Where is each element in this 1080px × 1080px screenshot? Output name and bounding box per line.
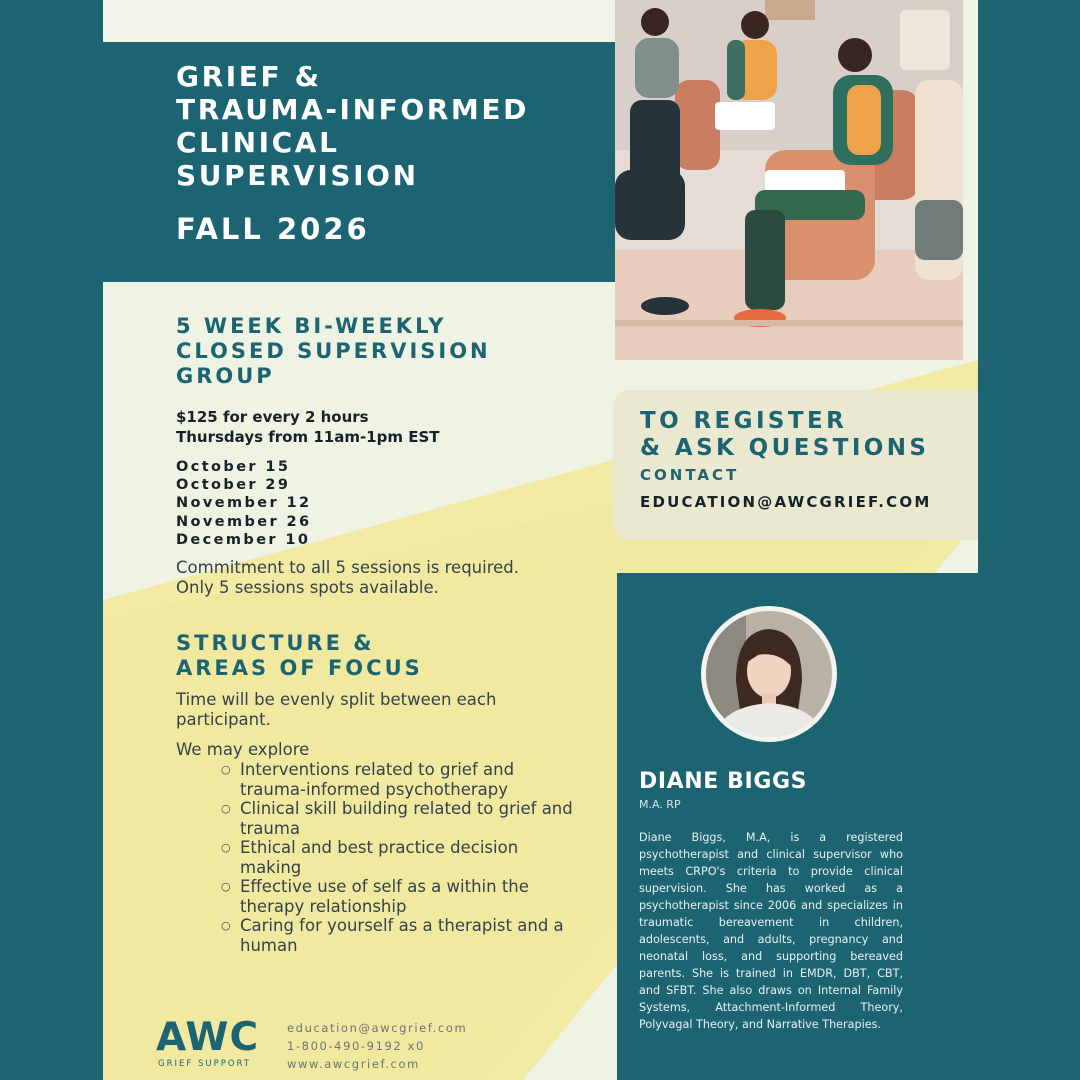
session-date: November 12: [176, 495, 312, 512]
structure-intro: Time will be evenly split between each participant.: [176, 690, 497, 729]
price-text: $125 for every 2 hours: [176, 408, 369, 426]
page-title: GRIEF & TRAUMA-INFORMED CLINICAL SUPERVISION: [176, 60, 529, 192]
register-heading: TO REGISTER & ASK QUESTIONS: [640, 408, 930, 461]
footer-website-link[interactable]: www.awcgrief.com: [287, 1057, 420, 1071]
poster: [103, 0, 978, 1080]
list-item: ○ Interventions related to grief and trauma-informed psychotherapy: [221, 760, 581, 799]
footer-email-link[interactable]: education@awcgrief.com: [287, 1021, 468, 1035]
session-date: December 10: [176, 531, 311, 548]
list-item: ○ Ethical and best practice decision making: [221, 838, 581, 877]
session-date: October 15: [176, 459, 291, 475]
schedule-text: Thursdays from 11am-1pm EST: [176, 428, 440, 446]
structure-heading: STRUCTURE & AREAS OF FOCUS: [176, 631, 423, 680]
pricing-info: [176, 407, 439, 447]
focus-areas-list: [221, 760, 581, 955]
list-item: ○ Effective use of self as a within the therapy relationship: [221, 877, 581, 916]
commitment-note: Commitment to all 5 sessions is required. Only 5 sessions spots available.: [176, 558, 520, 597]
bio-panel: [617, 573, 978, 1080]
session-dates: [176, 458, 311, 549]
register-box: [613, 390, 978, 540]
group-therapy-illustration: [615, 0, 963, 360]
list-item: ○ Caring for yourself as a therapist and a human: [221, 916, 581, 955]
avatar: [701, 606, 837, 742]
presenter-bio: Diane Biggs, M.A, is a registered psychotherapist and clinical supervisor who meets CRPO's criteria to provide clinical supervision. She has worked as a psychotherapist since 2006 and specializes in traumatic bereavement in children, adolescents, and adults, pregnancy and neonatal loss, and supporting bereaved parents. She is trained in EMDR, DBT, CBT, and SFBT. She also draws on Internal Family Systems, Attachment-Informed Theory, Polyvagal Theory, and Narrative Therapies.: [639, 831, 903, 1031]
footer-contact: [287, 1019, 467, 1073]
explore-label: We may explore: [176, 740, 310, 759]
title-block: [103, 42, 615, 282]
presenter-name: DIANE BIGGS: [639, 769, 808, 794]
footer-phone: 1-800-490-9192 x0: [287, 1039, 425, 1053]
season-label: FALL 2026: [176, 212, 370, 246]
session-date: October 29: [176, 477, 291, 494]
awc-logo: AWC GRIEF SUPPORT: [156, 1015, 260, 1069]
contact-label: CONTACT: [640, 466, 740, 484]
presenter-credentials: M.A. RP: [639, 798, 681, 811]
top-strip: [103, 0, 615, 42]
group-format-heading: 5 WEEK BI-WEEKLY CLOSED SUPERVISION GROUP: [176, 314, 491, 388]
register-email-link[interactable]: EDUCATION@AWCGRIEF.COM: [640, 493, 932, 511]
session-date: November 26: [176, 513, 312, 530]
list-item: ○ Clinical skill building related to grief and trauma: [221, 799, 581, 838]
